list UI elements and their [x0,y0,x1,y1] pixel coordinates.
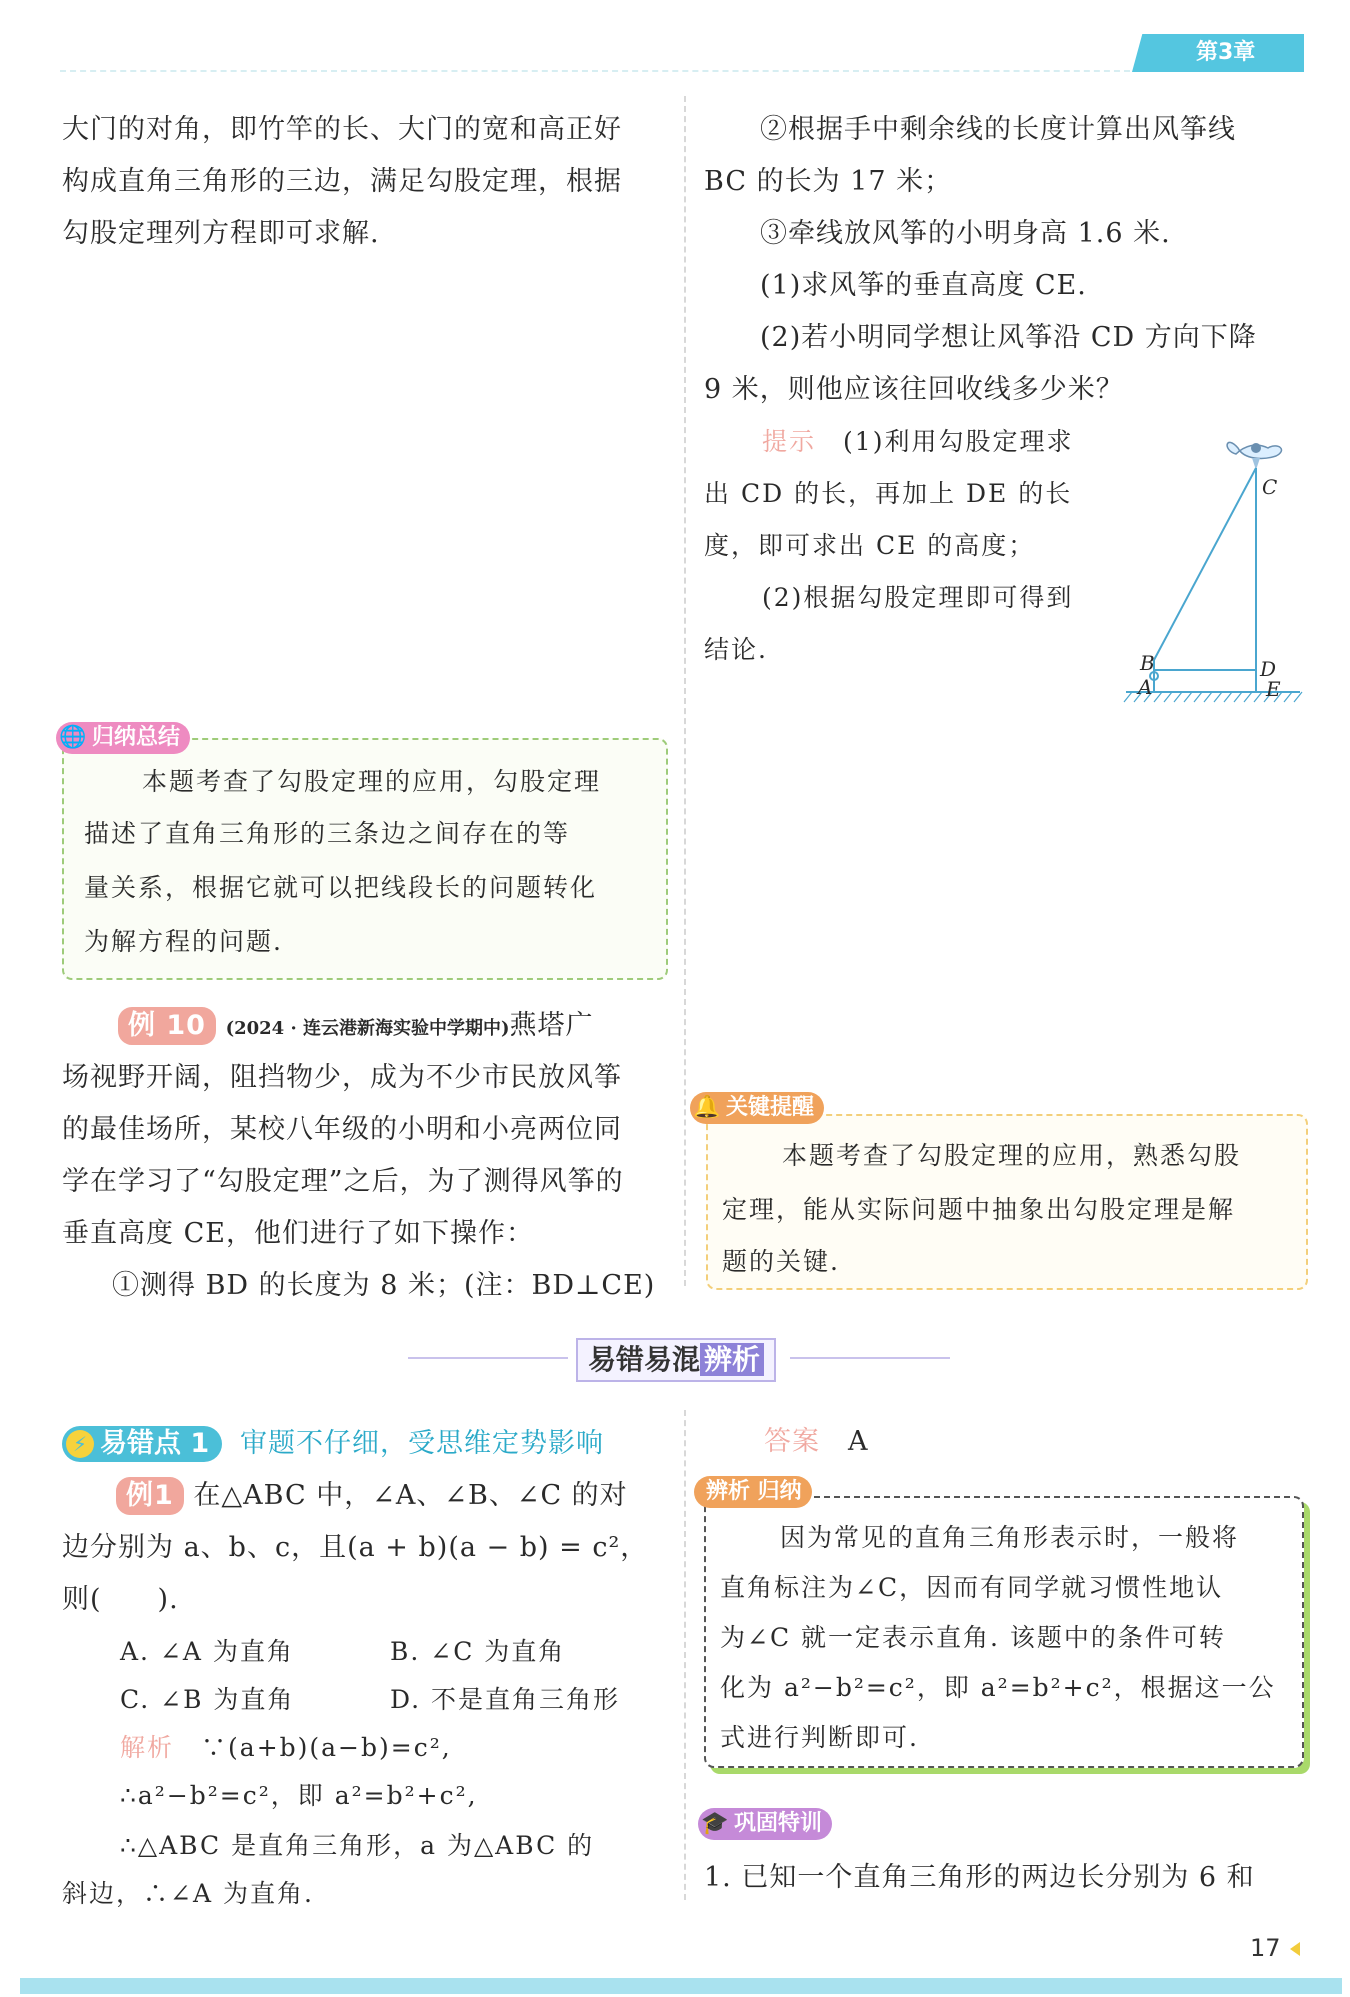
hint-first: (1)利用勾股定理求 [843,427,1074,456]
example10-line-6: ①测得 BD 的长度为 8 米；(注：BD⊥CE) [112,1270,656,1301]
right-top-line-4: (1)求风筝的垂直高度 CE. [760,270,1087,301]
practice-badge [698,1808,832,1840]
option-d: D. 不是直角三角形 [390,1685,621,1714]
header-rule [60,70,1130,72]
summary-line-3: 量关系，根据它就可以把线段长的问题转化 [84,873,598,902]
key-tip-badge-label: 关键提醒 [726,1095,815,1120]
analysis-box-badge-label: 辨析 归纳 [706,1479,802,1504]
analysis-line-2: ∴a²−b²=c²，即 a²=b²+c², [120,1781,478,1810]
analysis-label: 解析 [120,1733,175,1762]
footer-bar [20,1978,1342,1994]
summary-line-4: 为解方程的问题. [84,927,283,956]
right-top-line-5: (2)若小明同学想让风筝沿 CD 方向下降 [760,322,1257,353]
key-tip-line-2: 定理，能从实际问题中抽象出勾股定理是解 [722,1195,1236,1224]
example10-tag: 例 10 [118,1007,216,1045]
section-rule-right [790,1357,950,1359]
analysis-text-1: ∵(a+b)(a−b)=c², [201,1733,452,1762]
practice-line-1: 1. 已知一个直角三角形的两边长分别为 6 和 [704,1862,1255,1893]
option-c: C. ∠B 为直角 [120,1685,295,1714]
example10-line-4: 学在学习了“勾股定理”之后，为了测得风筝的 [62,1166,624,1197]
label-b: B [1140,651,1155,675]
key-tip-line-3: 题的关键. [722,1247,840,1276]
answer-line [764,1416,869,1468]
bell-icon: 🔔 [693,1095,721,1120]
section-title [576,1338,776,1382]
analysis-box-line-1: 因为常见的直角三角形表示时，一般将 [780,1523,1240,1552]
right-top-line-1: ②根据手中剩余线的长度计算出风筝线 [760,114,1236,145]
section-title-highlight: 辨析 [700,1343,764,1376]
kite-icon [1227,442,1281,470]
left-top-line-3: 勾股定理列方程即可求解. [62,218,380,249]
summary-badge [56,722,190,754]
error-point-badge-label: 易错点 1 [100,1428,210,1459]
globe-icon: 🌐 [59,725,87,750]
analysis-line-4: 斜边，∴∠A 为直角. [62,1879,314,1908]
page-arrow-icon [1290,1942,1300,1956]
label-a: A [1138,675,1153,699]
example1-line-2: 边分别为 a、b、c，且(a + b)(a − b) = c²， [62,1532,649,1563]
left-top-line-2: 构成直角三角形的三边，满足勾股定理，根据 [62,166,622,197]
summary-line-1: 本题考查了勾股定理的应用，勾股定理 [142,767,602,796]
chapter-label: 第3章 [1196,40,1256,65]
page-number: 17 [1250,1934,1281,1962]
example1-text-1: 在△ABC 中，∠A、∠B、∠C 的对 [193,1480,628,1511]
column-divider-bottom [684,1410,686,1900]
hint-label: 提示 [762,427,817,456]
example10-source: (2024 · 连云港新海实验中学期中) [225,1018,510,1039]
right-top-line-3: ③牵线放风筝的小明身高 1.6 米. [760,218,1171,249]
hint-line-2: 出 CD 的长，再加上 DE 的长 [704,479,1073,508]
example10-line-3: 的最佳场所，某校八年级的小明和小亮两位同 [62,1114,622,1145]
label-d: D [1260,657,1277,681]
analysis-box-badge [694,1476,812,1508]
key-tip-line-1: 本题考查了勾股定理的应用，熟悉勾股 [782,1141,1242,1170]
error-point-title: 审题不仔细，受思维定势影响 [240,1428,604,1459]
example10-line-5: 垂直高度 CE，他们进行了如下操作： [62,1218,534,1249]
lightning-icon: ⚡ [66,1430,94,1458]
analysis-line-3: ∴△ABC 是直角三角形，a 为△ABC 的 [120,1831,595,1860]
right-top-line-2: BC 的长为 17 米； [704,166,953,197]
example1-line-1 [116,1470,628,1522]
option-a: A. ∠A 为直角 [120,1637,294,1666]
line-bc [1154,468,1256,660]
answer-value: A [848,1426,869,1457]
analysis-box-line-4: 化为 a²−b²=c²，即 a²=b²+c²，根据这一公 [720,1673,1276,1702]
label-e: E [1266,677,1281,701]
analysis-box-line-5: 式进行判断即可. [720,1723,919,1752]
example10-line-1 [118,1000,594,1055]
example1-tag: 例1 [116,1477,184,1515]
hint-line-4: (2)根据勾股定理即可得到 [762,583,1074,612]
kite-figure [1118,420,1308,710]
section-rule-left [408,1357,568,1359]
practice-badge-label: 巩固特训 [734,1811,823,1836]
hint-line-1 [762,416,1073,467]
summary-badge-label: 归纳总结 [92,725,181,750]
example1-line-3: 则( ). [62,1584,179,1615]
label-c: C [1262,475,1278,499]
column-divider [684,96,686,1286]
option-b: B. ∠C 为直角 [390,1637,566,1666]
analysis-box-line-3: 为∠C 就一定表示直角. 该题中的条件可转 [720,1623,1226,1652]
left-top-line-1: 大门的对角，即竹竿的长、大门的宽和高正好 [62,114,622,145]
section-title-text: 易错易混 [588,1343,701,1376]
right-top-line-6: 9 米，则他应该往回收线多少米？ [704,374,1124,405]
key-tip-badge [690,1092,824,1124]
answer-label: 答案 [764,1426,820,1457]
example10-first: 燕塔广 [509,1010,594,1041]
example10-line-2: 场视野开阔，阻挡物少，成为不少市民放风筝 [62,1062,622,1093]
hint-line-3: 度，即可求出 CE 的高度； [704,531,1036,560]
hint-line-5: 结论. [704,635,768,664]
graduation-cap-icon: 🎓 [701,1811,729,1836]
analysis-line-1 [120,1722,452,1773]
error-point-badge [62,1426,222,1462]
summary-line-2: 描述了直角三角形的三条边之间存在的等 [84,819,571,848]
analysis-box-line-2: 直角标注为∠C，因而有同学就习惯性地认 [720,1573,1224,1602]
